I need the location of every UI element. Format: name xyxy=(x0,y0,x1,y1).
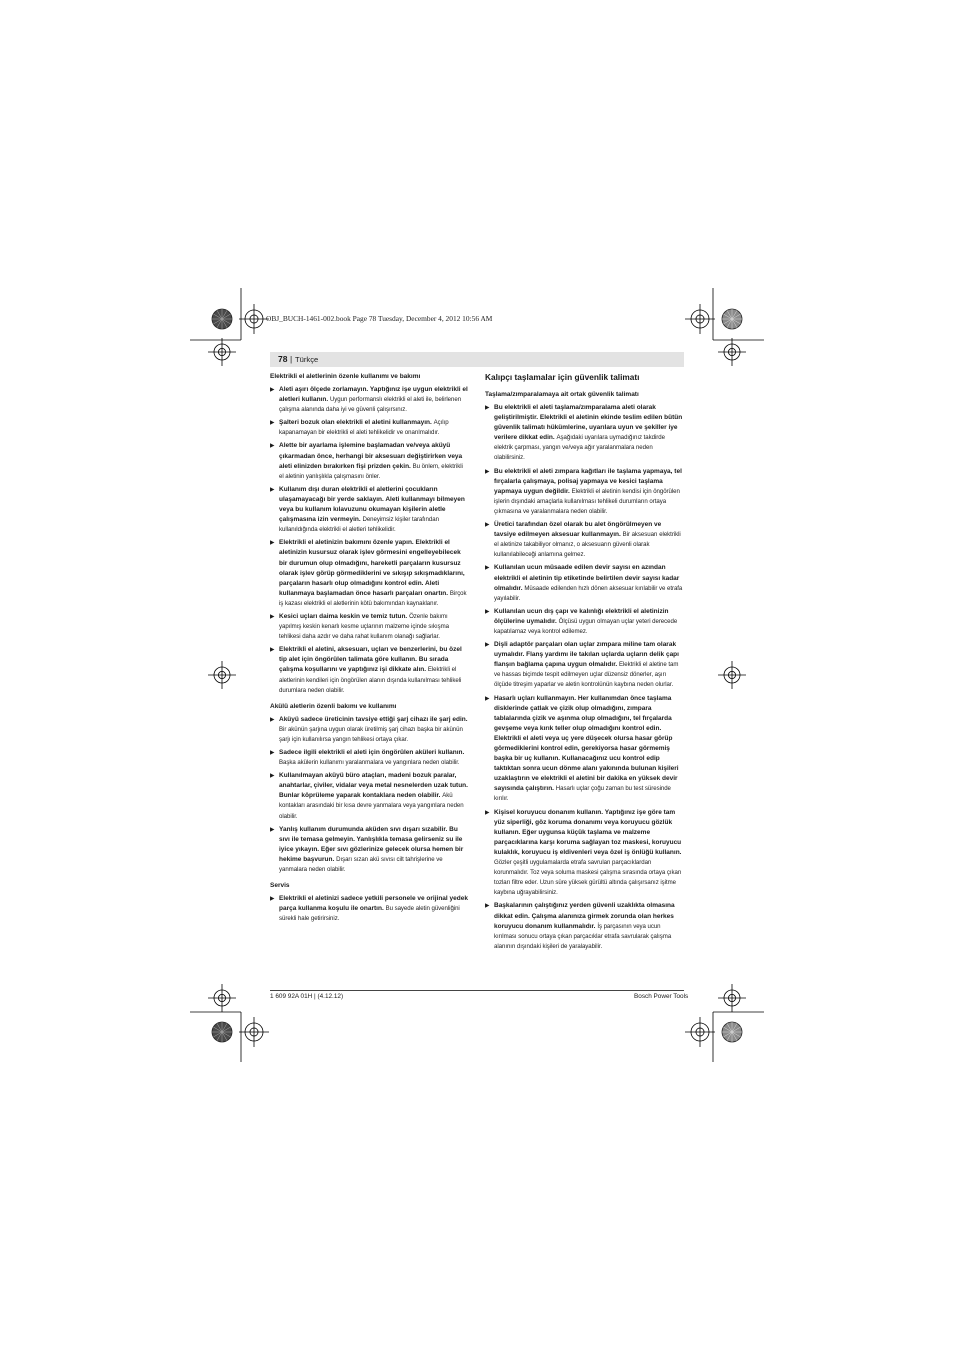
instruction-text: İş parçasının veya ucun kırılması sonucu ortaya çıkan parçacıklar etrafa savrularak çalışma alanının dışındaki kişileri de yaralayabilir. xyxy=(494,922,672,950)
section-heading: Taşlama/zımparalamaya ait ortak güvenlik talimatı xyxy=(485,391,639,398)
instruction-text: Bir akünün şarjına uygun olarak üretilmiş şarj cihazı başka bir akünün şarjı için kullanılırsa yangın tehlikesi ortaya çıkar. xyxy=(279,725,463,743)
instruction-item xyxy=(485,640,684,690)
instruction-item xyxy=(270,485,469,535)
instruction-item xyxy=(485,467,684,517)
instruction-list xyxy=(270,385,469,696)
instruction-text: Hasarlı uçlar çoğu zaman bu test süresinde kırılır. xyxy=(494,785,671,803)
instruction-emphasis: Şalteri bozuk olan elektrikli el aletini kullanmayın. xyxy=(279,419,432,427)
instruction-text: Müsaade edilenden hızlı dönen aksesuar kırılabilir ve etrafa yayılabilir. xyxy=(494,584,683,602)
instruction-list xyxy=(485,403,684,952)
instruction-item xyxy=(270,748,469,768)
instruction-emphasis: Dişli adaptör parçaları olan uçlar zımpara miline tam olarak uymalıdır. Flanş yardımı ile takılan uçlarda uçların delik çapı flanşın bağlama çapına uygun olmalıdır. xyxy=(494,641,679,669)
instruction-text: Elektrikli el aletlerinin kendileri için öngörülen alanın dışında kullanılması tehlikeli durumlara neden olabilir. xyxy=(279,666,462,694)
instruction-item xyxy=(485,403,684,464)
instruction-text: Dışarı sızan akü sıvısı cilt tahrişlerine ve yanmalara neden olabilir. xyxy=(279,855,443,874)
instruction-emphasis: Kullanılan ucun müsaade edilen devir sayısı en azından elektrikli el aletinin tip etiketinde belirtilen devir sayısı kadar olmalıdır. xyxy=(494,564,680,592)
instruction-item xyxy=(485,520,684,560)
instruction-emphasis: Bu elektrikli el aleti taşlama/zımparalama aleti olarak geliştirilmiştir. Elektrikli el aletinin ekinde teslim edilen bütün güvenlik talimatı hükümlerine, uyarılara uyun ve şekiller iye verilere dikkat edin. xyxy=(494,404,683,442)
instruction-emphasis: Alette bir ayarlama işlemine başlamadan ve/veya aküyü çıkarmadan önce, herhangi bir aksesuarı değiştirirken veya aleti elinizden bırakırken fişi prizden çekin. xyxy=(279,442,463,470)
right-column xyxy=(485,372,684,958)
instruction-text: Bir aksesuarı elektrikli el aletinize takabiliyor olmanız, o aksesuarın güvenli olarak kullanılabileceği anlamına gelmez. xyxy=(494,531,681,559)
instruction-item xyxy=(270,894,469,924)
instruction-item xyxy=(485,563,684,603)
instruction-emphasis: Elektrikli el aletinizi sadece yetkili personele ve orijinal yedek parça kullanma koşulu ile onartın. xyxy=(279,895,468,913)
instruction-emphasis: Bu elektrikli el aleti zımpara kağıtları ile taşlama yapmaya, tel fırçalarla çalışmaya, polisaj yapmaya ve kesici taşlama yapmaya uygun değildir. xyxy=(494,467,682,495)
instruction-item xyxy=(270,612,469,642)
instruction-emphasis: Sadece ilgili elektrikli el aleti için öngörülen aküleri kullanın. xyxy=(279,749,465,756)
instruction-text: Deneyimsiz kişiler tarafından kullanıldığında elektrikli el aletleri tehlikelidir. xyxy=(279,516,439,534)
instruction-item xyxy=(270,418,469,438)
instruction-item xyxy=(270,771,469,821)
page-header-bar xyxy=(270,352,684,367)
instruction-emphasis: Kullanılan ucun dış çapı ve kalınlığı elektrikli el aletinizin ölçülerine uymalıdır. xyxy=(494,607,669,625)
instruction-text: Birçok iş kazası elektrikli el aletlerinin kötü bakımından kaynaklanır. xyxy=(279,589,467,607)
instruction-emphasis: Elektrikli el aletinizin bakımını özenle yapın. Elektrikli el aletinizin kusursuz olarak işlev görmesini engelleyebilecek bir durumun olup olmadığını, hareketli parçaların kusursuz olarak işlev görüp görmediklerini ve sıkışıp sıkışmadıklarını, parçaların hasarlı olup olmadığını kontrol edin. Aleti kullanmaya başlamadan önce hasarlı parçaları onartın. xyxy=(279,539,465,597)
footer-brand: Bosch Power Tools xyxy=(634,993,689,1000)
instruction-emphasis: Kişisel koruyucu donanım kullanın. Yaptığınız işe göre tam yüz siperliği, göz koruma donanımı veya koruyucu gözlük kullanın. Eğer uygunsa küçük taşlama ve malzeme parçacıklarına karşı koruma sağlayan toz maskesi, koruyucu kulaklık, koruyucu iş eldivenleri veya özel iş önlüğü kullanın. xyxy=(494,808,682,856)
instruction-text: Bu önlem, elektrikli el aletinin yanlışlıkla çalışmasını önler. xyxy=(279,462,463,480)
left-column xyxy=(270,372,469,930)
header-separator: | xyxy=(290,354,293,364)
instruction-emphasis: Hasarlı uçları kullanmayın. Her kullanımdan önce taşlama disklerinde çatlak ve çizik olup olmadığını, zımpara tablalarında çizik ve aşınma olup olmadığını, tel fırçalarda gevşeme veya kırık teller olup olmadığını kontrol edin. Elektrikli el aleti veya uç yere düşecek olursa hasar görüp görmediklerini kontrol edin, gerekiyorsa hasar görmemiş başka bir uç kullanın. Kullanacağınız ucu kontrol edip taktıktan sonra ucun dönme alanı yakınında bulunan kişileri uzaklaştırın ve elektrikli el aletini bir dakika en yüksek devir sayısında çalıştırın. xyxy=(494,694,679,793)
instruction-list xyxy=(270,715,469,875)
instruction-text: Ölçüsü uygun olmayan uçlar yeteri derecede kapatılamaz veya kontrol edilemez. xyxy=(494,617,678,635)
section-heading: Servis xyxy=(270,882,290,890)
instruction-text: Gözler çeşitli uygulamalarda etrafa savrulan parçacıklardan korunmalıdır. Toz veya soluma maskesi çalışma sırasında ortaya çıkan tozları filtre eder. Uzun süre yüksek gürültü altında çalışırsanız işitme kaybına uğrayabilirsiniz. xyxy=(494,859,682,897)
instruction-text: Elektrikli el aletine tam ve hassas biçimde tespit edilmeyen uçlar düzensiz dönerler, aşırı ölçüde titreşim yaparlar ve aletin kontrolünün kaybına neden olurlar. xyxy=(494,661,679,689)
instruction-text: Akü kontakları arasındaki bir kısa devre yanmalara veya yangınlara neden olabilir. xyxy=(279,792,464,820)
section-heading: Akülü aletlerin özenli bakımı ve kullanımı xyxy=(270,702,397,710)
instruction-item xyxy=(485,808,684,899)
instruction-item xyxy=(270,825,469,875)
instruction-text: Aşağıdaki uyarılara uymadığınız takdirde elektrik çarpması, yangın ve/veya ağır yaralanmalara neden olabilirsiniz. xyxy=(494,434,665,462)
print-slug-line: OBJ_BUCH-1461-002.book Page 78 Tuesday, December 4, 2012 10:56 AM xyxy=(266,314,493,323)
instruction-emphasis: Kullanım dışı duran elektrikli el aletlerini çocukların ulaşamayacağı bir yerde saklayın. Aleti kullanmayı bilmeyen veya bu kullanım kılavuzunu okumayan kişilerin aletle çalışmasına izin vermeyin. xyxy=(279,485,465,524)
instruction-emphasis: Kullanılmayan aküyü büro ataçları, madeni bozuk paralar, anahtarlar, çiviler, vidalar veya metal nesnelerden uzak tutun. Bunlar köprüleme yaparak kontaklara neden olabilir. xyxy=(279,772,468,800)
instruction-item xyxy=(270,538,469,609)
instruction-item xyxy=(270,441,469,481)
column-title: Kalıpçı taşlamalar için güvenlik talimatı xyxy=(485,372,640,382)
instruction-emphasis: Üretici tarafından özel olarak bu alet öngörülmeyen ve tavsiye edilmeyen aksesuar kullanmayın. xyxy=(494,521,662,539)
instruction-item xyxy=(270,385,469,415)
instruction-text: Başka akülerin kullanımı yaralanmalara ve yangınlara neden olabilir. xyxy=(279,759,460,767)
instruction-emphasis: Başkalarının çalıştığınız yerden güvenli uzaklıkta olmasına dikkat edin. Çalışma alanınıza girmek zorunda olan herkes koruyucu donanım kullanmalıdır. xyxy=(494,902,675,930)
instruction-item xyxy=(485,607,684,637)
instruction-emphasis: Yanlış kullanım durumunda aküden sıvı dışarı sızabilir. Bu sıvı ile temasa gelmeyin. Yanlışlıkla temasa gelirseniz su ile iyice yıkayın. Eğer sıvı gözlerinize gelecek olursa hemen bir hekime başvurun. xyxy=(279,825,464,863)
instruction-list xyxy=(270,894,469,924)
instruction-item xyxy=(270,645,469,695)
header-language: Türkçe xyxy=(295,355,319,364)
instruction-text: Açılıp kapanamayan bir elektrikli el aleti tehlikelidir ve onarılmalıdır. xyxy=(279,419,449,437)
instruction-emphasis: Aküyü sadece üreticinin tavsiye ettiği şarj cihazı ile şarj edin. xyxy=(279,715,468,723)
instruction-text: Özenle bakımı yapılmış keskin kenarlı kesme uçlarının malzeme içinde sıkışma tehlikesi daha azdır ve daha rahat kullanım olanağı sağlarlar. xyxy=(279,612,449,641)
instruction-item xyxy=(270,715,469,745)
instruction-text: Uygun performanslı elektrikli el aleti ile, belirlenen çalışma alanında daha iyi ve güvenli çalışırsınız. xyxy=(279,396,462,414)
page-number: 78 xyxy=(278,354,288,364)
footer-code: 1 609 92A 01H | (4.12.12) xyxy=(270,993,344,1000)
instruction-text: Bu sayede aletin güvenliğini sürekli hale getirirsiniz. xyxy=(279,905,460,923)
instruction-item xyxy=(485,694,684,805)
footer-rule xyxy=(270,990,684,991)
instruction-text: Elektrikli el aletinin kendisi için öngörülen işlerin dışındaki amaçlarla kullanılması tehlikeli durumların ortaya çıkmasına ve yaralanmalara neden olabilir. xyxy=(494,487,680,515)
instruction-item xyxy=(485,901,684,951)
instruction-emphasis: Aleti aşırı ölçede zorlamayın. Yaptığınız işe uygun elektrikli el aletleri kullanın. xyxy=(279,386,468,404)
instruction-emphasis: Elektrikli el aletini, aksesuarı, uçları ve benzerlerini, bu özel tip alet için öngörülen talimata göre kullanın. Bu sırada çalışma koşullarını ve yaptığınız işi dikkate alın. xyxy=(279,646,462,674)
section-heading: Elektrikli el aletlerinin özenle kullanımı ve bakımı xyxy=(270,373,421,380)
instruction-emphasis: Kesici uçları daima keskin ve temiz tutun. xyxy=(279,612,408,620)
